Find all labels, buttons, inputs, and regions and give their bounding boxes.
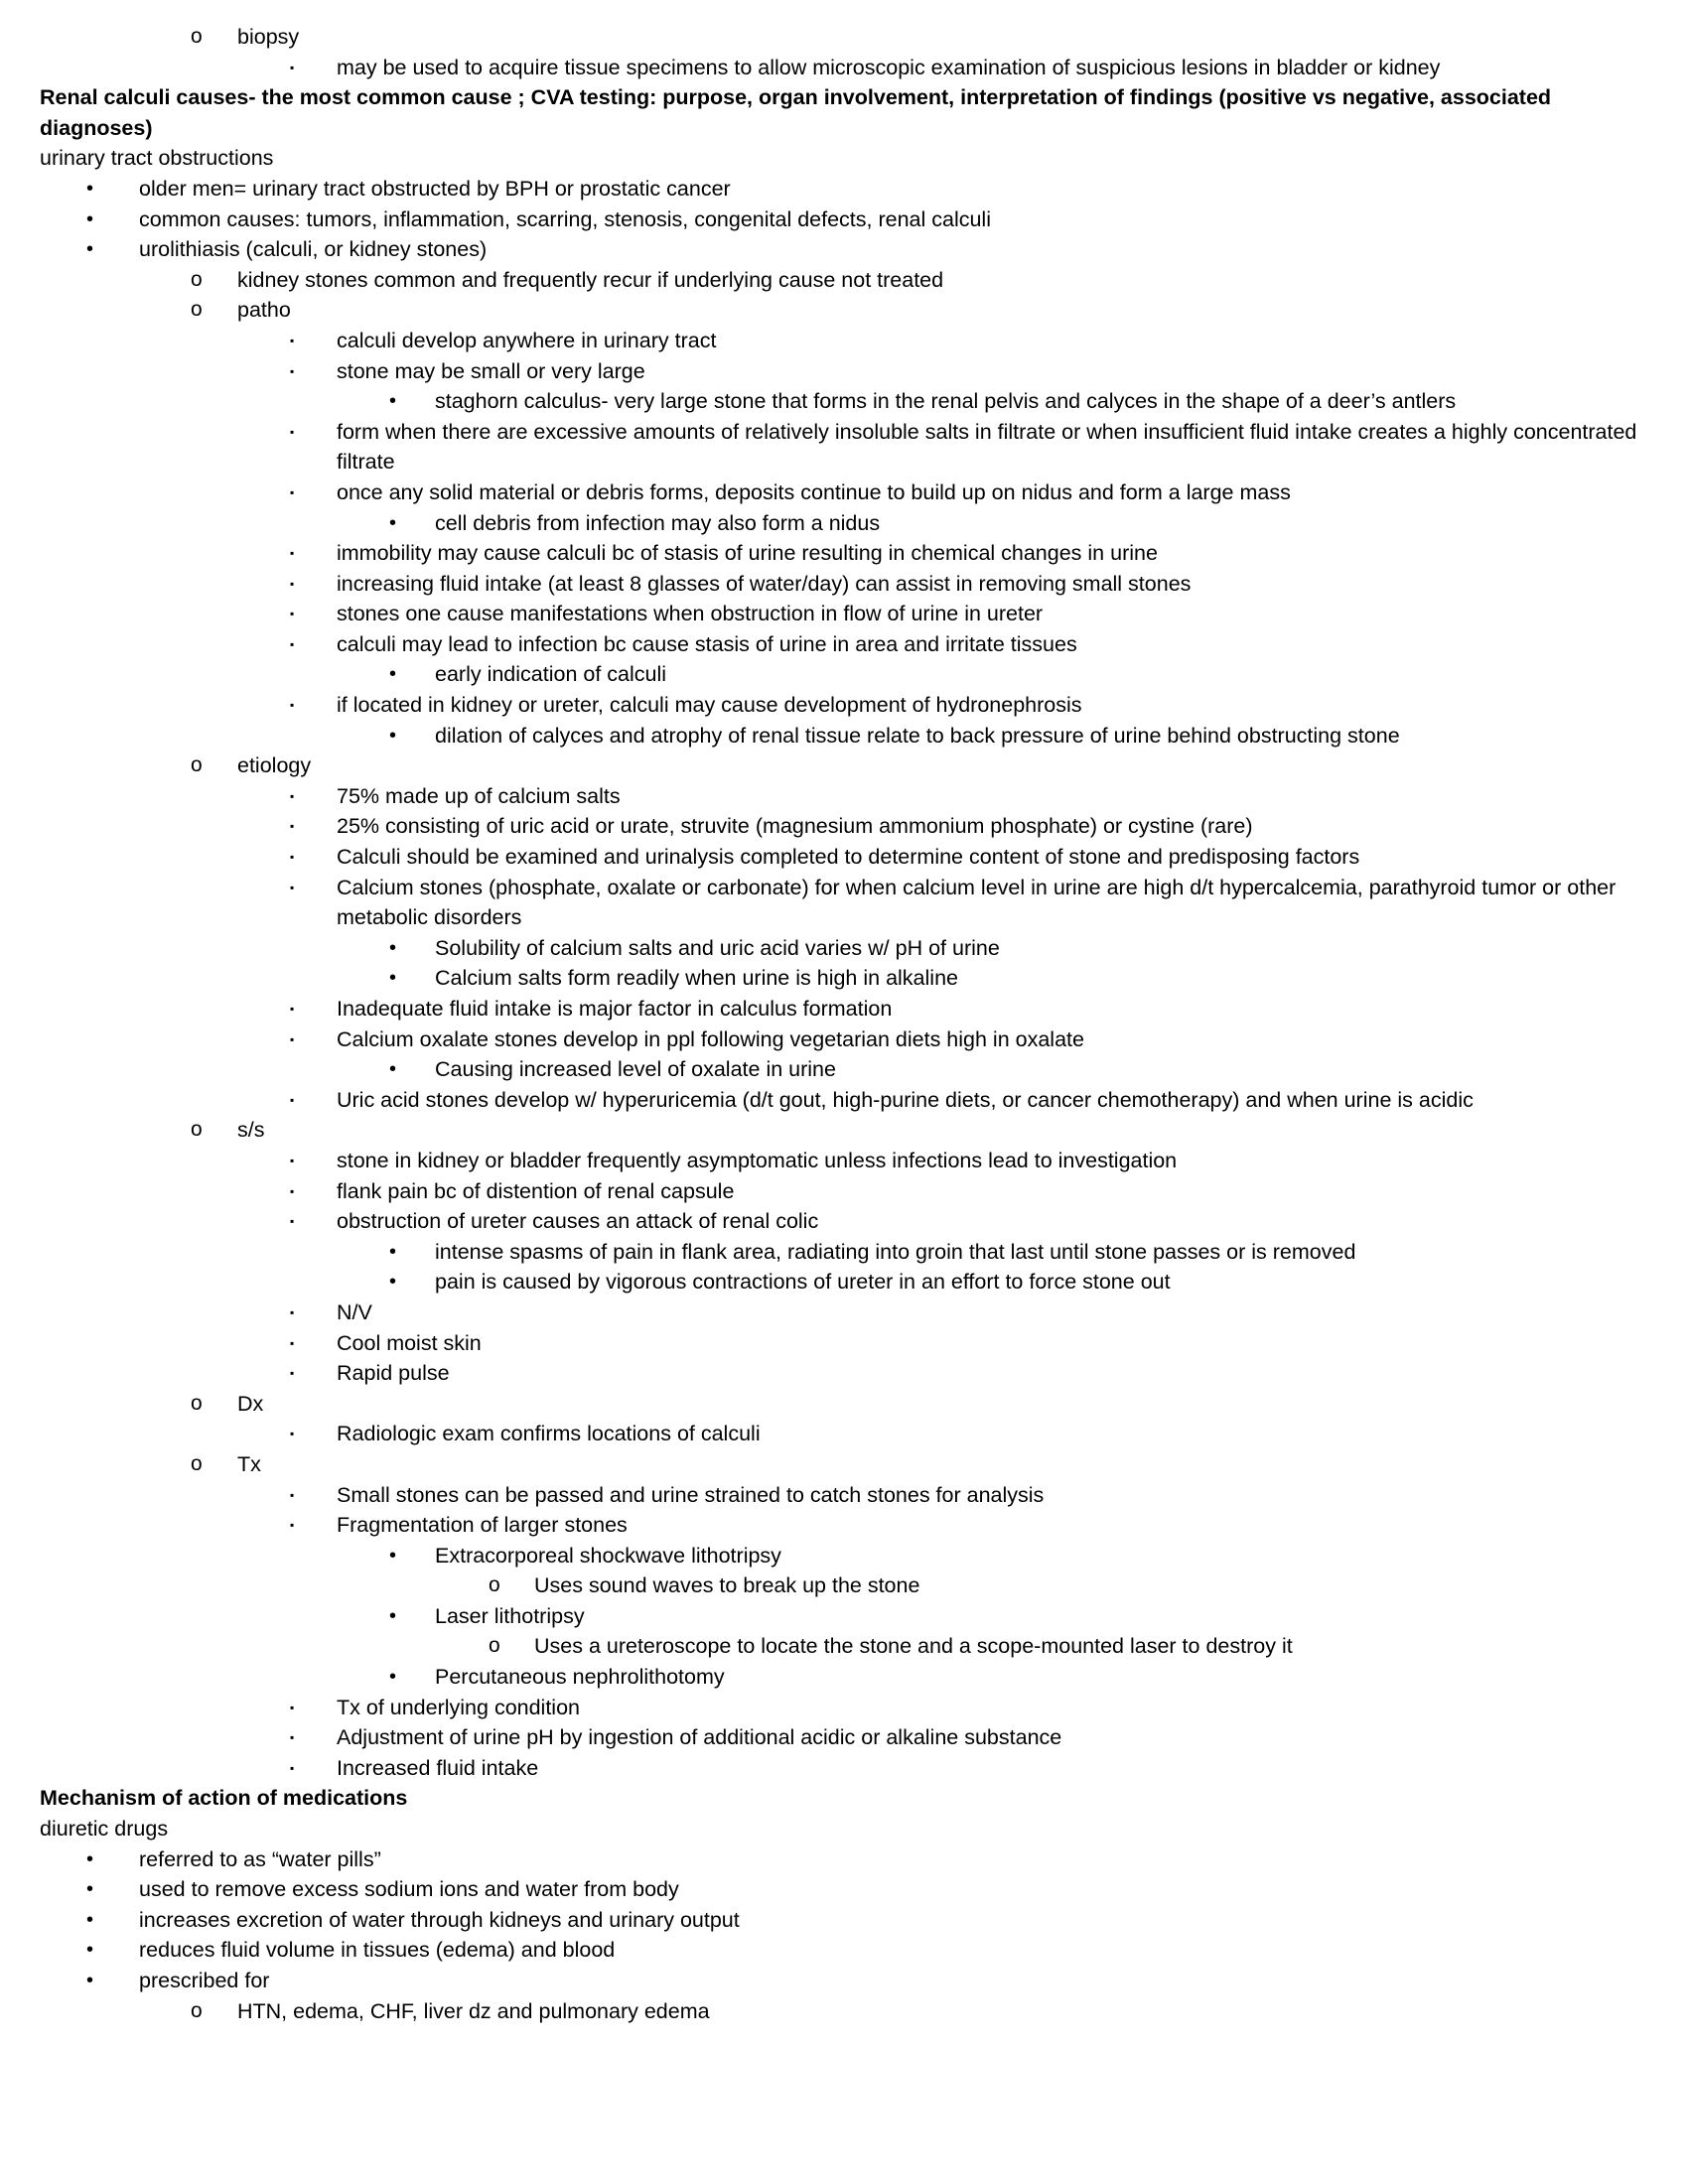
outline-text: Calculi should be examined and urinalysis completed to determine content of stone and predisposing factors <box>337 845 1360 870</box>
bullet-icon: • <box>86 1878 94 1901</box>
bullet-icon: • <box>389 724 397 747</box>
square-bullet-icon: ▪ <box>290 1700 295 1714</box>
outline-item <box>40 386 1648 417</box>
outline-text: once any solid material or debris forms, deposits continue to build up on nidus and form a large mass <box>337 479 1291 504</box>
outline-item <box>40 1206 1648 1237</box>
section-heading <box>40 1783 1648 1814</box>
bullet-icon: • <box>389 967 397 990</box>
square-bullet-icon: ▪ <box>290 546 295 561</box>
outline-item <box>40 478 1648 508</box>
square-bullet-icon: ▪ <box>290 1427 295 1441</box>
bullet-icon: • <box>389 1271 397 1294</box>
outline-item <box>40 205 1648 235</box>
bullet-icon: • <box>86 177 94 200</box>
bullet-icon: • <box>389 936 397 959</box>
outline-text: biopsy <box>237 25 300 49</box>
outline-text: N/V <box>337 1299 372 1324</box>
circle-bullet-icon: o <box>489 1634 500 1658</box>
bullet-icon: • <box>389 511 397 534</box>
outline-item <box>40 1905 1648 1936</box>
outline-item <box>40 1541 1648 1571</box>
square-bullet-icon: ▪ <box>290 1730 295 1745</box>
bullet-icon: • <box>86 1939 94 1962</box>
square-bullet-icon: ▪ <box>290 484 295 499</box>
section-heading <box>40 82 1648 143</box>
circle-bullet-icon: o <box>191 1391 203 1415</box>
outline-item <box>40 538 1648 569</box>
outline-item <box>40 1874 1648 1905</box>
outline-text: may be used to acquire tissue specimens to allow microscopic examination of suspicious lesions in bladder or kidney <box>337 55 1441 79</box>
outline-item <box>40 1966 1648 1996</box>
outline-item <box>40 1480 1648 1511</box>
outline-item <box>40 1510 1648 1541</box>
outline-item <box>40 659 1648 690</box>
outline-text: urolithiasis (calculi, or kidney stones) <box>139 237 488 262</box>
outline-item <box>40 1570 1648 1601</box>
square-bullet-icon: ▪ <box>290 1183 295 1198</box>
outline-text: Laser lithotripsy <box>435 1603 585 1628</box>
circle-bullet-icon: o <box>191 25 203 48</box>
outline-text: Causing increased level of oxalate in urine <box>435 1057 836 1082</box>
outline-item <box>40 933 1648 964</box>
circle-bullet-icon: o <box>191 1998 203 2022</box>
outline-text: Adjustment of urine pH by ingestion of additional acidic or alkaline substance <box>337 1725 1062 1750</box>
outline-item <box>40 1267 1648 1297</box>
bullet-icon: • <box>86 238 94 261</box>
bullet-icon: • <box>389 1544 397 1567</box>
outline-text: kidney stones common and frequently recur if underlying cause not treated <box>237 267 944 292</box>
outline-item <box>40 1024 1648 1055</box>
outline-item <box>40 569 1648 600</box>
outline-item <box>40 963 1648 994</box>
outline-item <box>40 721 1648 751</box>
outline-text: Tx <box>237 1451 261 1476</box>
bullet-icon: • <box>389 1666 397 1689</box>
outline-text: common causes: tumors, inflammation, scarring, stenosis, congenital defects, renal calculi <box>139 206 991 231</box>
outline-text: Percutaneous nephrolithotomy <box>435 1665 725 1690</box>
square-bullet-icon: ▪ <box>290 1518 295 1533</box>
square-bullet-icon: ▪ <box>290 576 295 591</box>
outline-item <box>40 22 1648 53</box>
outline-item <box>40 1358 1648 1389</box>
outline-text: 75% made up of calcium salts <box>337 783 621 808</box>
outline-item <box>40 174 1648 205</box>
outline-item <box>40 690 1648 721</box>
outline-text: stones one cause manifestations when obstruction in flow of urine in ureter <box>337 602 1044 626</box>
square-bullet-icon: ▪ <box>290 850 295 865</box>
outline-text: Calcium salts form readily when urine is high in alkaline <box>435 966 958 991</box>
outline-text: HTN, edema, CHF, liver dz and pulmonary edema <box>237 1998 710 2023</box>
square-bullet-icon: ▪ <box>290 1092 295 1107</box>
bullet-icon: • <box>389 663 397 686</box>
outline-item <box>40 751 1648 781</box>
outline-text: Rapid pulse <box>337 1361 450 1386</box>
outline-text: Uses a ureteroscope to locate the stone and a scope-mounted laser to destroy it <box>534 1634 1293 1659</box>
outline-item <box>40 1449 1648 1480</box>
outline-item <box>40 53 1648 83</box>
outline-text: patho <box>237 298 291 323</box>
outline-item <box>40 1601 1648 1632</box>
outline-text: stone in kidney or bladder frequently asymptomatic unless infections lead to investigation <box>337 1148 1178 1172</box>
outline-item <box>40 842 1648 873</box>
outline-text: Tx of underlying condition <box>337 1695 581 1719</box>
outline-text: increasing fluid intake (at least 8 glasses of water/day) can assist in removing small stones <box>337 571 1192 596</box>
outline-text: flank pain bc of distention of renal capsule <box>337 1178 735 1203</box>
outline-text: calculi develop anywhere in urinary tract <box>337 328 717 352</box>
outline-item <box>40 1722 1648 1753</box>
square-bullet-icon: ▪ <box>290 607 295 621</box>
outline-text: diuretic drugs <box>40 1817 169 1842</box>
outline-item <box>40 1693 1648 1723</box>
square-bullet-icon: ▪ <box>290 1335 295 1350</box>
outline-text: Radiologic exam confirms locations of calculi <box>337 1422 761 1446</box>
square-bullet-icon: ▪ <box>290 1304 295 1319</box>
outline-text: dilation of calyces and atrophy of renal tissue relate to back pressure of urine behind obstructing stone <box>435 723 1400 748</box>
outline-text: s/s <box>237 1118 265 1143</box>
outline-item <box>40 356 1648 387</box>
square-bullet-icon: ▪ <box>290 636 295 651</box>
outline-item <box>40 1237 1648 1268</box>
bullet-icon: • <box>86 1970 94 1991</box>
outline-item <box>40 234 1648 265</box>
outline-text: reduces fluid volume in tissues (edema) and blood <box>139 1938 616 1963</box>
outline-text: Calcium stones (phosphate, oxalate or carbonate) for when calcium level in urine are high d/t hypercalcemia, parathyroid tumor or other metabolic disorders <box>337 875 1617 930</box>
outline-text: cell debris from infection may also form a nidus <box>435 510 881 535</box>
outline-item <box>40 1146 1648 1176</box>
outline-text: calculi may lead to infection bc cause stasis of urine in area and irritate tissues <box>337 631 1077 656</box>
outline-text: Extracorporeal shockwave lithotripsy <box>435 1543 781 1568</box>
outline-text: urinary tract obstructions <box>40 146 274 171</box>
bullet-icon: • <box>389 1240 397 1263</box>
circle-bullet-icon: o <box>191 1118 203 1142</box>
outline-item <box>40 1753 1648 1784</box>
circle-bullet-icon: o <box>191 753 203 777</box>
outline-item <box>40 1054 1648 1085</box>
outline-text: Small stones can be passed and urine strained to catch stones for analysis <box>337 1482 1045 1507</box>
square-bullet-icon: ▪ <box>290 424 295 439</box>
outline-item <box>40 1844 1648 1875</box>
square-bullet-icon: ▪ <box>290 1366 295 1381</box>
outline-text: Increased fluid intake <box>337 1755 539 1780</box>
outline-text: immobility may cause calculi bc of stasis of urine resulting in chemical changes in urine <box>337 541 1158 566</box>
square-bullet-icon: ▪ <box>290 880 295 894</box>
outline-item <box>40 873 1648 933</box>
outline-item <box>40 994 1648 1024</box>
bullet-icon: • <box>86 1908 94 1931</box>
square-bullet-icon: ▪ <box>290 1031 295 1046</box>
outline-item <box>40 1115 1648 1146</box>
outline-text: 25% consisting of uric acid or urate, struvite (magnesium ammonium phosphate) or cystine (rare) <box>337 814 1253 839</box>
outline-item <box>40 781 1648 812</box>
outline-item <box>40 326 1648 356</box>
square-bullet-icon: ▪ <box>290 1487 295 1502</box>
outline-text: Uses sound waves to break up the stone <box>534 1573 920 1598</box>
square-bullet-icon: ▪ <box>290 819 295 834</box>
outline-text: referred to as “water pills” <box>139 1846 381 1871</box>
document-body <box>40 22 1648 2026</box>
bullet-icon: • <box>389 1058 397 1081</box>
outline-item <box>40 599 1648 629</box>
outline-item <box>40 1297 1648 1328</box>
outline-text: Calcium oxalate stones develop in ppl following vegetarian diets high in oxalate <box>337 1026 1084 1051</box>
circle-bullet-icon: o <box>489 1573 500 1597</box>
outline-text: Renal calculi causes- the most common cause ; CVA testing: purpose, organ involvement, interpretation of findings (positive vs negative, associated diagnoses) <box>40 85 1552 140</box>
outline-item <box>40 1996 1648 2027</box>
outline-item <box>40 1631 1648 1662</box>
circle-bullet-icon: o <box>191 1451 203 1475</box>
outline-text: obstruction of ureter causes an attack of renal colic <box>337 1209 819 1234</box>
outline-text: intense spasms of pain in flank area, radiating into groin that last until stone passes or is removed <box>435 1239 1356 1264</box>
square-bullet-icon: ▪ <box>290 1760 295 1775</box>
square-bullet-icon: ▪ <box>290 788 295 803</box>
outline-text: staghorn calculus- very large stone that forms in the renal pelvis and calyces in the shape of a deer’s antlers <box>435 389 1457 414</box>
outline-item <box>40 508 1648 539</box>
outline-text: prescribed for <box>139 1969 270 1992</box>
bullet-icon: • <box>389 390 397 413</box>
outline-text: Inadequate fluid intake is major factor in calculus formation <box>337 997 893 1021</box>
square-bullet-icon: ▪ <box>290 1153 295 1167</box>
square-bullet-icon: ▪ <box>290 333 295 347</box>
outline-item <box>40 265 1648 296</box>
bullet-icon: • <box>86 207 94 230</box>
topic-heading <box>40 1814 1648 1844</box>
outline-item <box>40 417 1648 478</box>
topic-heading <box>40 143 1648 174</box>
outline-item <box>40 1662 1648 1693</box>
outline-item <box>40 811 1648 842</box>
outline-text: increases excretion of water through kidneys and urinary output <box>139 1907 740 1932</box>
bullet-icon: • <box>86 1847 94 1870</box>
outline-text: pain is caused by vigorous contractions of ureter in an effort to force stone out <box>435 1270 1171 1295</box>
outline-text: etiology <box>237 753 312 778</box>
outline-text: early indication of calculi <box>435 662 667 687</box>
outline-item <box>40 629 1648 660</box>
outline-text: if located in kidney or ureter, calculi may cause development of hydronephrosis <box>337 693 1082 718</box>
square-bullet-icon: ▪ <box>290 1002 295 1016</box>
outline-item <box>40 1389 1648 1420</box>
outline-text: stone may be small or very large <box>337 358 645 383</box>
outline-item <box>40 295 1648 326</box>
outline-text: Cool moist skin <box>337 1330 482 1355</box>
square-bullet-icon: ▪ <box>290 60 295 74</box>
outline-item <box>40 1176 1648 1207</box>
square-bullet-icon: ▪ <box>290 698 295 713</box>
outline-text: form when there are excessive amounts of relatively insoluble salts in filtrate or when insufficient fluid intake creates a highly concentrated filtrate <box>337 419 1637 475</box>
outline-item <box>40 1935 1648 1966</box>
outline-item <box>40 1085 1648 1116</box>
outline-item <box>40 1328 1648 1359</box>
square-bullet-icon: ▪ <box>290 363 295 378</box>
outline-text: older men= urinary tract obstructed by BPH or prostatic cancer <box>139 176 731 201</box>
outline-item <box>40 1419 1648 1449</box>
outline-text: Dx <box>237 1391 264 1416</box>
outline-text: Solubility of calcium salts and uric acid varies w/ pH of urine <box>435 935 1000 960</box>
outline-text: Mechanism of action of medications <box>40 1786 408 1811</box>
bullet-icon: • <box>389 1604 397 1627</box>
circle-bullet-icon: o <box>191 298 203 322</box>
outline-text: Uric acid stones develop w/ hyperuricemia (d/t gout, high-purine diets, or cancer chemotherapy) and when urine is acidic <box>337 1087 1474 1112</box>
outline-text: used to remove excess sodium ions and water from body <box>139 1877 679 1902</box>
outline-text: Fragmentation of larger stones <box>337 1513 628 1538</box>
square-bullet-icon: ▪ <box>290 1214 295 1229</box>
circle-bullet-icon: o <box>191 267 203 291</box>
